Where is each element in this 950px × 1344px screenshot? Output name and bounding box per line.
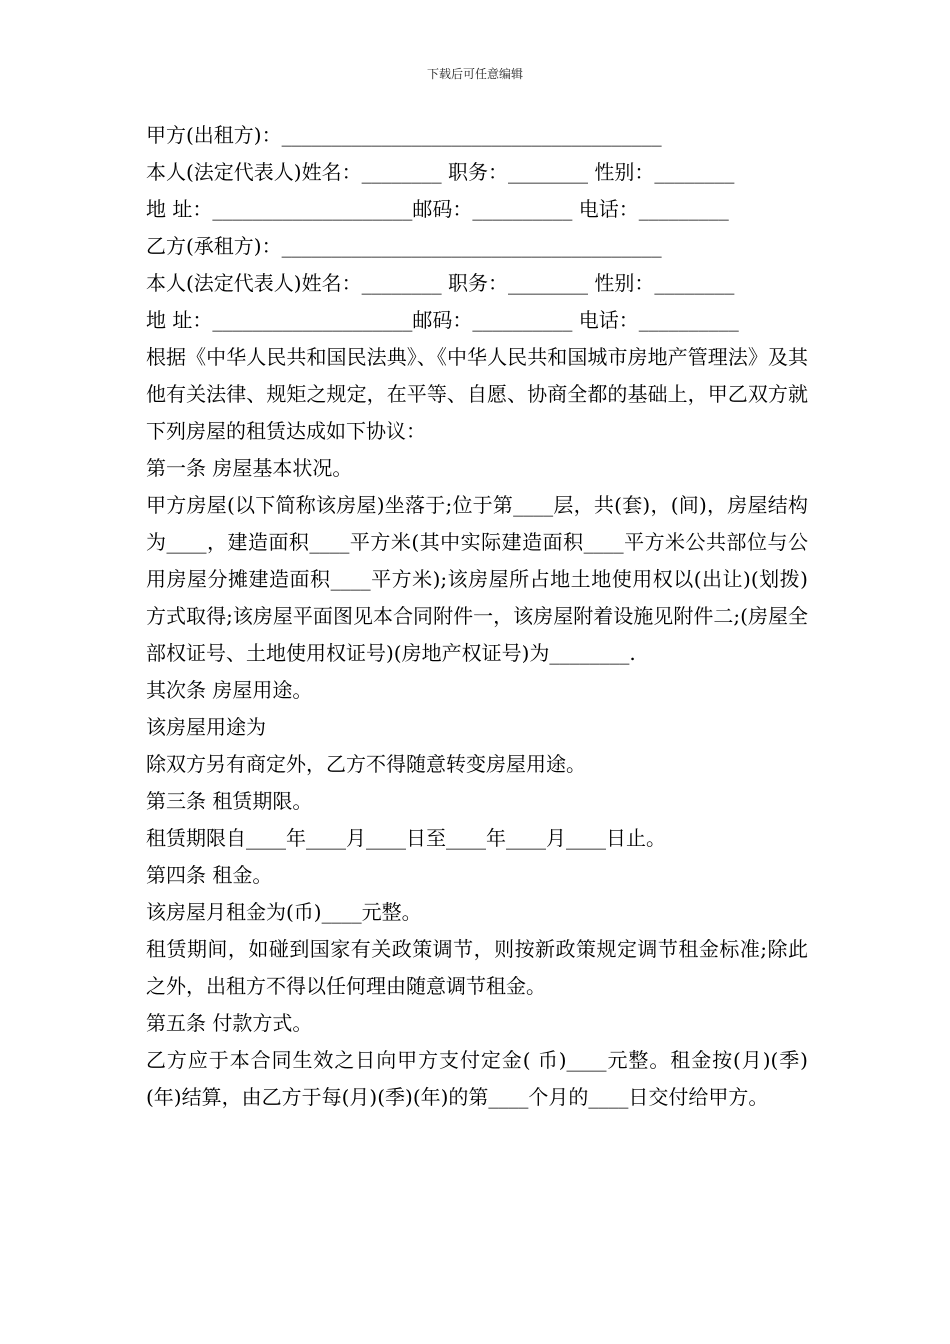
party-b-line: 乙方(承租方)：______________________________________ xyxy=(146,234,662,258)
party-a-address-line: 地 址：____________________邮码：__________ 电话：_________ xyxy=(146,197,729,221)
article-2-heading: 其次条 房屋用途。 xyxy=(146,678,313,702)
article-1-paragraph: 甲方房屋(以下简称该房屋)坐落于;位于第____层，共(套)，(间)，房屋结构为____，建造面积____平方米(其中实际建造面积____平方米公共部位与公用房屋分摊建造面积____平方米);该房屋所占地土地使用权以(出让)(划拨)方式取得;该房屋平面图见本合同附件一，该房屋附着设施见附件二;(房屋全部权证号、土地使用权证号)(房地产权证号)为________. xyxy=(146,493,808,665)
article-5-heading: 第五条 付款方式。 xyxy=(146,1011,313,1035)
party-b-representative-line: 本人(法定代表人)姓名：________ 职务：________ 性别：________ xyxy=(146,271,735,295)
article-5-payment-paragraph: 乙方应于本合同生效之日向甲方支付定金( 币)____元整。租金按(月)(季)(年)结算，由乙方于每(月)(季)(年)的第____个月的____日交付给甲方。 xyxy=(146,1048,808,1109)
article-3-heading: 第三条 租赁期限。 xyxy=(146,789,313,813)
article-3-term-line: 租赁期限自____年____月____日至____年____月____日止。 xyxy=(146,826,666,850)
party-b-address-line: 地 址：____________________邮码：__________ 电话：__________ xyxy=(146,308,739,332)
preamble-paragraph: 根据《中华人民共和国民法典》、《中华人民共和国城市房地产管理法》及其他有关法律、规矩之规定，在平等、自愿、协商全都的基础上，甲乙双方就下列房屋的租赁达成如下协议： xyxy=(146,345,808,443)
page-header: 下载后可任意编辑 xyxy=(426,67,523,81)
article-2-purpose-line: 该房屋用途为 xyxy=(146,715,266,739)
article-4-heading: 第四条 租金。 xyxy=(146,863,273,887)
contract-body xyxy=(146,117,808,1116)
article-4-adjustment-paragraph: 租赁期间，如碰到国家有关政策调节，则按新政策规定调节租金标准;除此之外，出租方不得以任何理由随意调节租金。 xyxy=(146,937,808,998)
party-a-line: 甲方(出租方)：______________________________________ xyxy=(146,123,662,147)
article-2-restriction-line: 除双方另有商定外，乙方不得随意转变房屋用途。 xyxy=(146,752,586,776)
article-4-rent-line: 该房屋月租金为(币)____元整。 xyxy=(146,900,422,924)
party-a-representative-line: 本人(法定代表人)姓名：________ 职务：________ 性别：________ xyxy=(146,160,735,184)
article-1-heading: 第一条 房屋基本状况。 xyxy=(146,456,353,480)
